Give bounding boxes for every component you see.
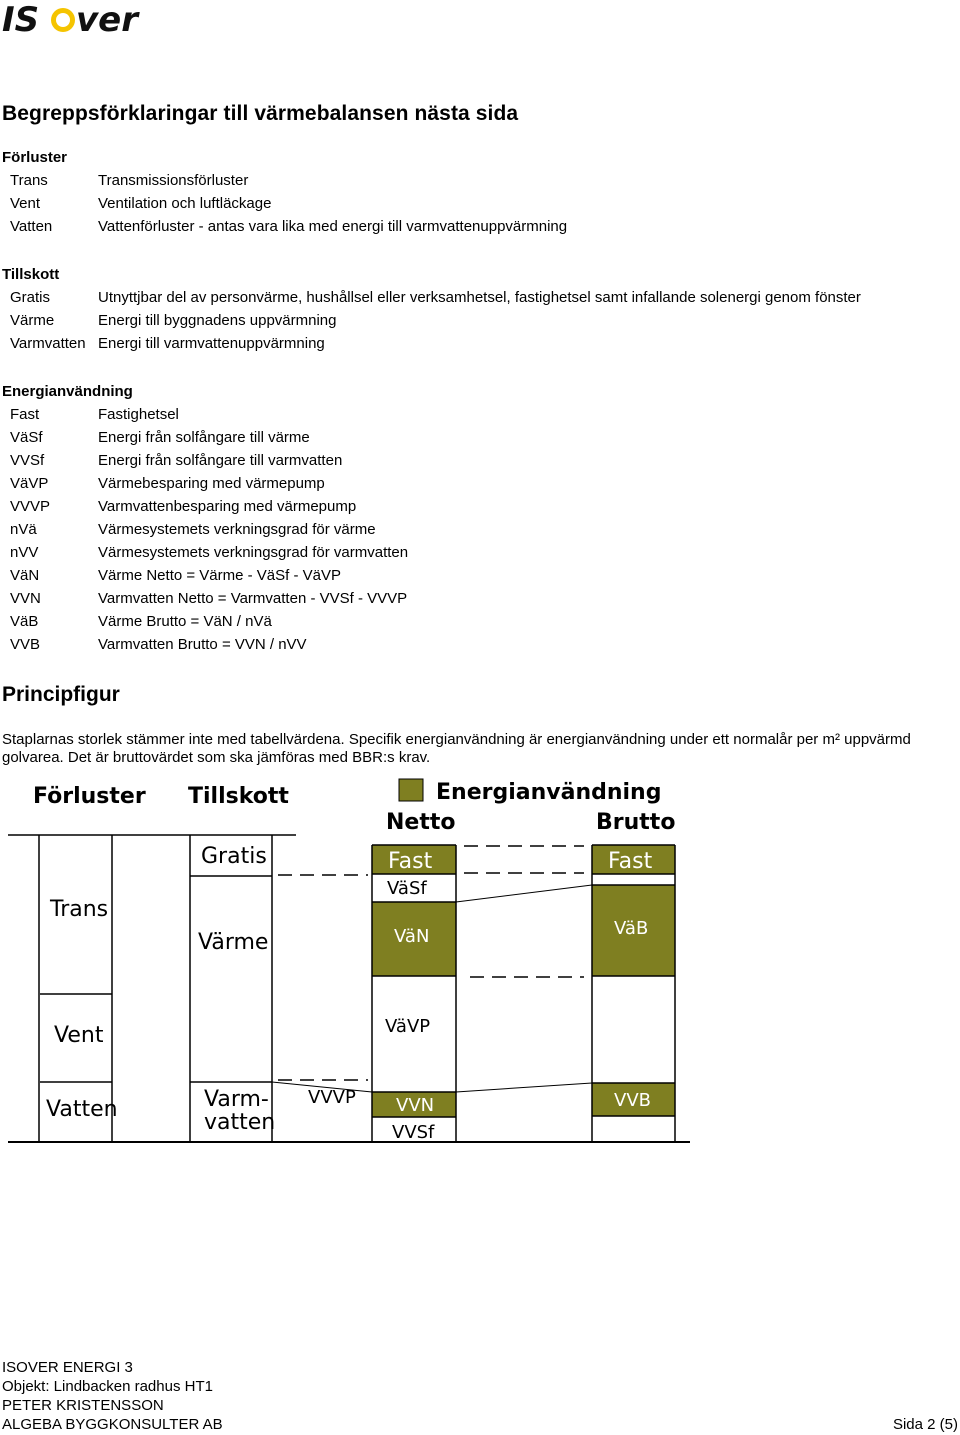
label-forluster: Förluster [33, 784, 146, 809]
definition-abbr: VäB [10, 613, 39, 630]
definition-row [2, 309, 861, 332]
block-vent-label: Vent [54, 1023, 104, 1048]
definition-abbr: nVä [10, 521, 37, 538]
brutto-fast-label: Fast [608, 849, 653, 874]
netto-vvn-label: VVN [396, 1095, 435, 1116]
definition-abbr: VVSf [10, 452, 45, 469]
label-tillskott: Tillskott [188, 784, 289, 809]
svg-text:IS: IS [2, 2, 40, 38]
definition-abbr: Trans [10, 172, 48, 189]
definition-row [2, 403, 408, 426]
definition-row [2, 332, 861, 355]
definition-text: Värme Netto = Värme - VäSf - VäVP [98, 567, 342, 584]
definition-text: Värmesystemets verkningsgrad för värme [98, 521, 376, 538]
definition-row [2, 169, 567, 192]
definition-abbr: Gratis [10, 289, 51, 306]
block-vatten-label: Vatten [46, 1097, 118, 1122]
definition-text: Utnyttjbar del av personvärme, hushållsel eller verksamhetsel, fastighetsel samt infallande solenergi genom fönster [98, 289, 861, 306]
definition-row [2, 192, 567, 215]
definition-abbr: Varmvatten [10, 335, 86, 352]
block-trans-label: Trans [50, 897, 109, 922]
block-varmvatten-label-1: Varm- [204, 1087, 269, 1112]
netto-fast-label: Fast [388, 849, 433, 874]
definition-row [2, 215, 567, 238]
page-number: Sida 2 (5) [892, 1416, 958, 1433]
definition-text: Energi till varmvattenuppvärmning [98, 335, 325, 352]
netto-vasf-label: VäSf [387, 878, 427, 899]
definition-text: Transmissionsförluster [98, 172, 249, 189]
definition-abbr: Vent [10, 195, 41, 212]
section-heading: Tillskott [2, 266, 60, 283]
footer-program: ISOVER ENERGI 3 [2, 1359, 133, 1376]
netto-vavp-label: VäVP [385, 1016, 431, 1037]
brutto-vvb-label: VVB [614, 1090, 651, 1111]
definition-row [2, 472, 408, 495]
energy-balance-diagram [0, 772, 700, 1157]
definition-abbr: Värme [10, 312, 55, 329]
definition-text: Energi från solfångare till varmvatten [98, 452, 343, 469]
definition-text: Fastighetsel [98, 406, 179, 423]
definition-row [2, 495, 408, 518]
brutto-vab-label: VäB [614, 918, 649, 939]
definition-abbr: VäSf [10, 429, 43, 446]
netto-van-label: VäN [394, 926, 430, 947]
definition-abbr: VäVP [10, 475, 49, 492]
definition-abbr: Fast [10, 406, 40, 423]
definition-text: Varmvattenbesparing med värmepump [98, 498, 357, 515]
footer-object: Objekt: Lindbacken radhus HT1 [2, 1378, 213, 1395]
section-energianvandning [2, 380, 408, 656]
definition-text: Värmesystemets verkningsgrad för varmvatten [98, 544, 409, 561]
definition-row [2, 426, 408, 449]
section-heading: Förluster [2, 149, 68, 166]
principle-description: Staplarnas storlek stämmer inte med tabellvärdena. Specifik energianvändning är energianvändning under ett normalår per m² uppvärmd golvarea. Det är bruttovärdet som ska jämföras med BBR:s krav. [2, 731, 911, 766]
definition-row [2, 518, 408, 541]
definition-text: Energi från solfångare till värme [98, 429, 310, 446]
definition-row [2, 449, 408, 472]
definition-abbr: nVV [10, 544, 39, 561]
definition-text: Energi till byggnadens uppvärmning [98, 312, 337, 329]
label-netto: Netto [386, 810, 456, 835]
section-forluster [2, 146, 567, 238]
page-footer [2, 1358, 958, 1434]
legend-label: Energianvändning [436, 780, 662, 805]
block-varmvatten-label-2: vatten [204, 1110, 276, 1135]
definition-row [2, 587, 408, 610]
definition-abbr: VäN [10, 567, 40, 584]
definition-row [2, 286, 861, 309]
definition-row [2, 564, 408, 587]
definition-abbr: VVB [10, 636, 41, 653]
block-varme-label: Värme [198, 930, 269, 955]
principle-heading: Principfigur [2, 683, 120, 706]
svg-text:ver: ver [76, 2, 138, 38]
definition-text: Värmebesparing med värmepump [98, 475, 325, 492]
netto-vvsf-label: VVSf [392, 1122, 435, 1143]
block-gratis-label: Gratis [201, 844, 267, 869]
definition-text: Vattenförluster - antas vara lika med energi till varmvattenuppvärmning [98, 218, 568, 235]
definition-text: Varmvatten Netto = Varmvatten - VVSf - VVVP [98, 590, 408, 607]
footer-author: PETER KRISTENSSON [2, 1397, 164, 1414]
section-heading: Energianvändning [2, 383, 133, 400]
definition-text: Ventilation och luftläckage [98, 195, 272, 212]
definition-abbr: VVVP [10, 498, 51, 515]
netto-vvvp-label: VVVP [308, 1087, 356, 1108]
section-tillskott [2, 263, 861, 355]
isover-logo [2, 2, 152, 38]
definition-row [2, 541, 408, 564]
legend-swatch [399, 779, 423, 801]
diagram-svg [0, 772, 700, 1152]
definition-text: Varmvatten Brutto = VVN / nVV [98, 636, 307, 653]
definition-row [2, 610, 408, 633]
page-title: Begreppsförklaringar till värmebalansen nästa sida [2, 102, 519, 125]
definition-text: Värme Brutto = VäN / nVä [98, 613, 272, 630]
footer-company: ALGEBA BYGGKONSULTER AB [2, 1416, 223, 1433]
definition-abbr: Vatten [10, 218, 53, 235]
label-brutto: Brutto [596, 810, 676, 835]
definition-row [2, 633, 408, 656]
definition-abbr: VVN [10, 590, 41, 607]
